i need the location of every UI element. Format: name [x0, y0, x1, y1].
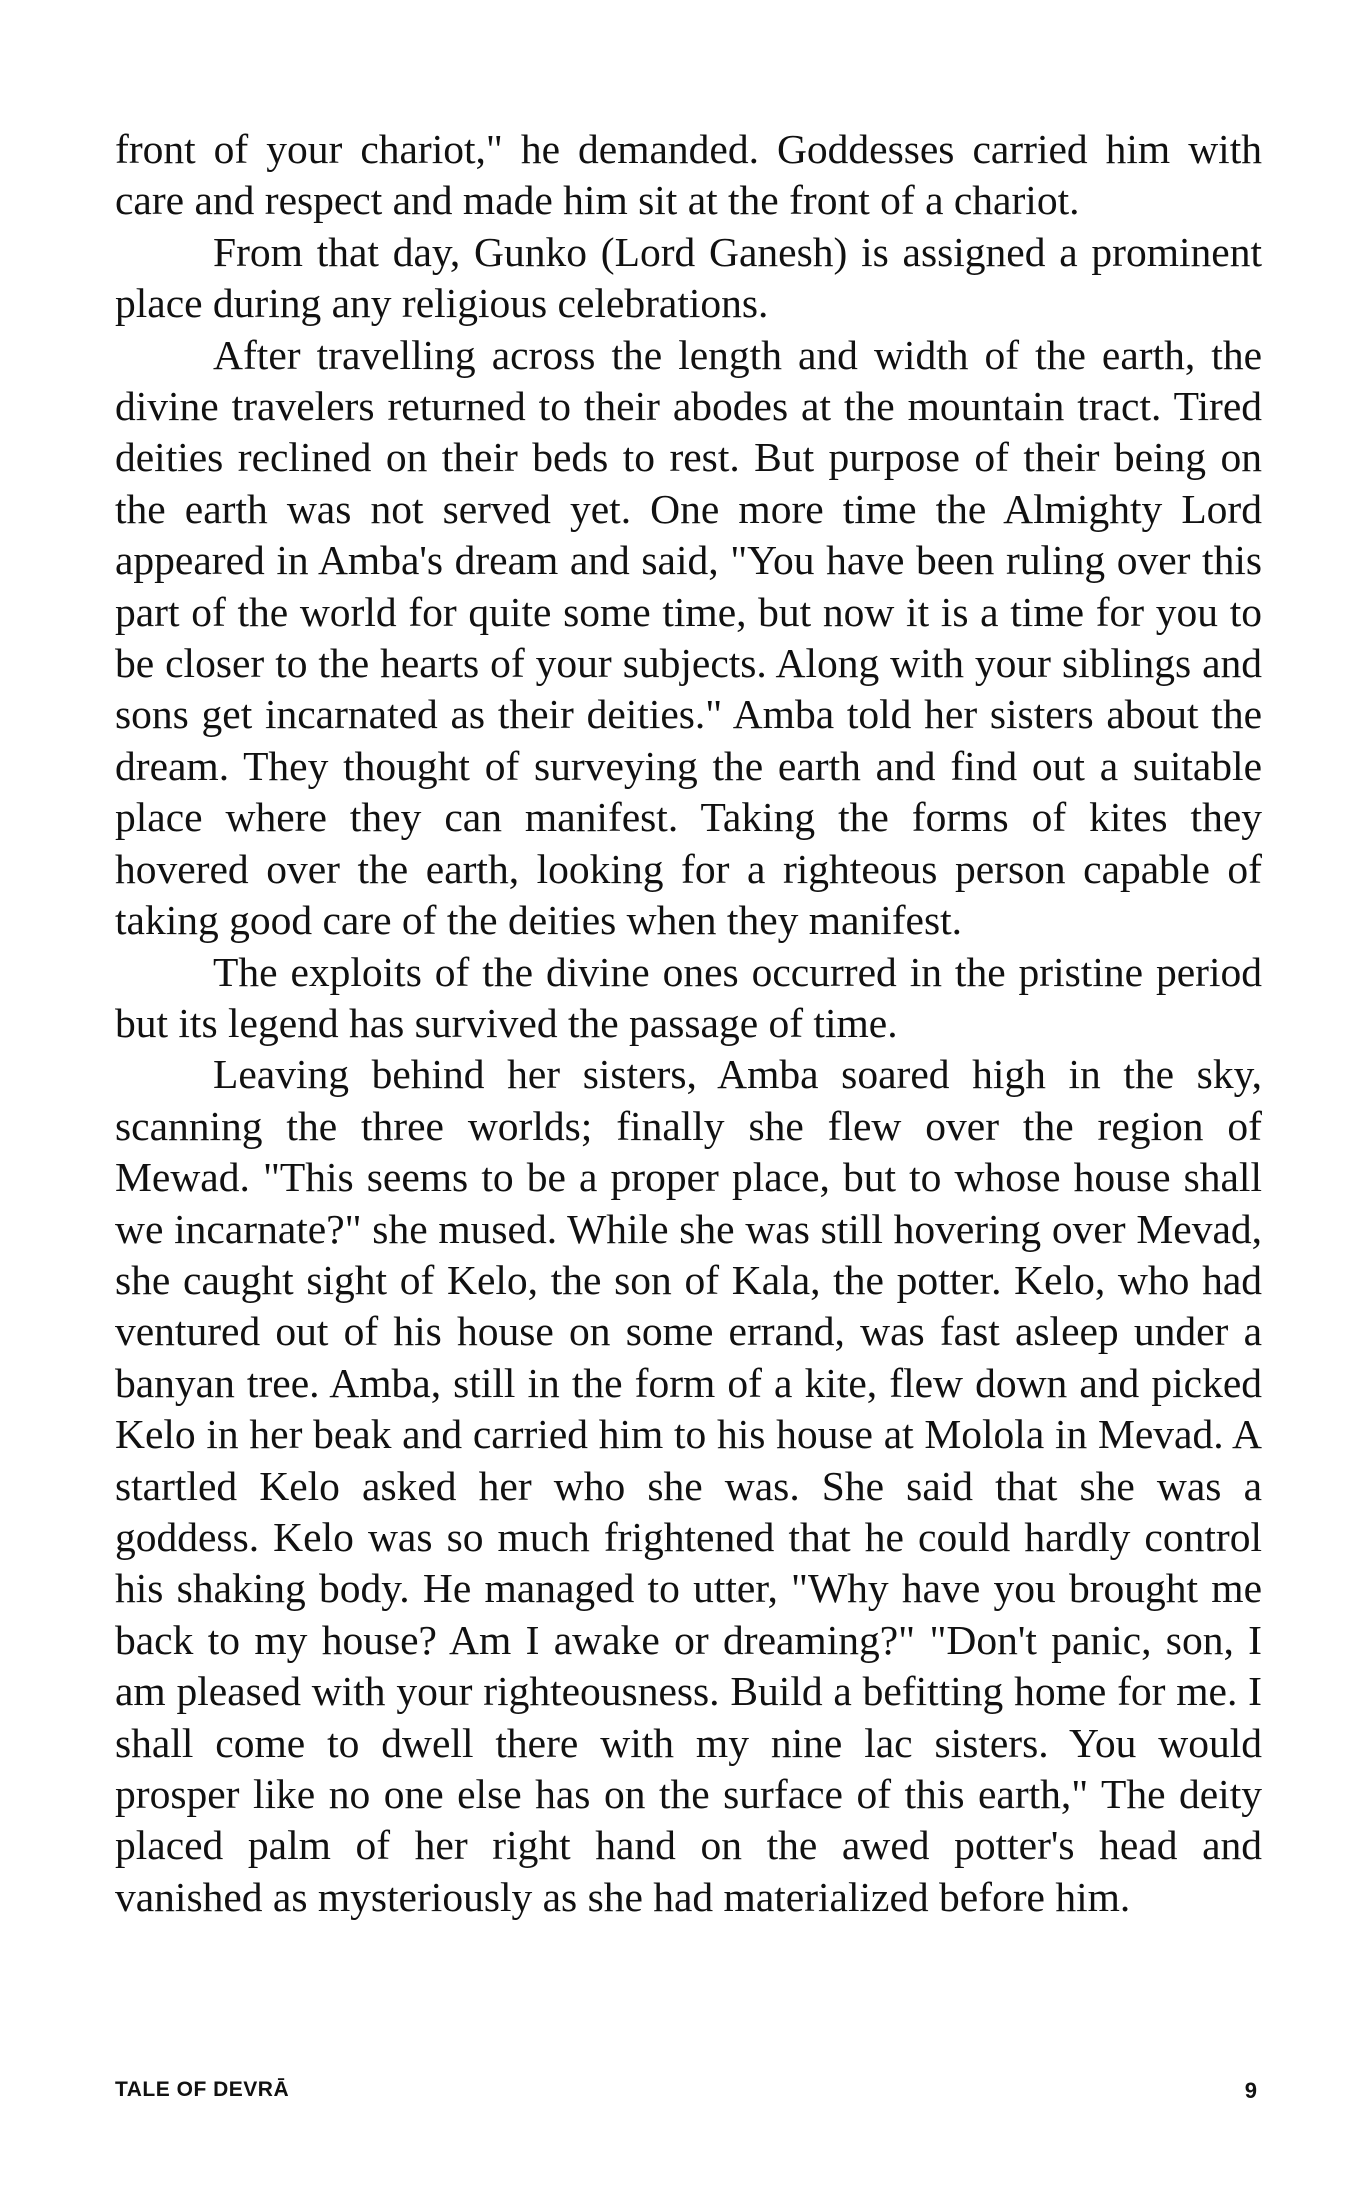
paragraph-amba-kelo: Leaving behind her sisters, Amba soared high in the sky, scanning the three worlds; finally she flew over the region of Mewad. "This seems to be a proper place, but to whose house shall we incarnate?" she mused. While she was still hovering over Mevad, she caught sight of Kelo, the son of Kala, the potter. Kelo, who had ventured out of his house on some errand, was fast asleep under a banyan tree. Amba, still in the form of a kite, flew down and picked Kelo in her beak and carried him to his house at Molola in Mevad. A startled Kelo asked her who she was. She said that she was a goddess. Kelo was so much frightened that he could hardly control his shaking body. He managed to utter, "Why have you brought me back to my house? Am I awake or dreaming?" "Don't panic, son, I am pleased with your righteousness. Build a befitting home for me. I shall come to dwell there with my nine lac sisters. You would prosper like no one else has on the surface of this earth," The deity placed palm of her right hand on the awed potter's head and vanished as mysteriously as she had materialized before him.	[115, 1051, 1262, 1920]
paragraph-gunko: From that day, Gunko (Lord Ganesh) is assigned a prominent place during any religious celebrations.	[115, 228, 1262, 327]
page-number: 9	[1244, 2078, 1257, 2103]
paragraph-exploits: The exploits of the divine ones occurred in the pristine period but its legend has survived the passage of time.	[115, 948, 1262, 1046]
paragraph-continuation: front of your chariot," he demanded. Goddesses carried him with care and respect and made him sit at the front of a chariot.	[115, 126, 1262, 224]
paragraph-divine-travelers: After travelling across the length and width of the earth, the divine travelers returned to their abodes at the mountain tract. Tired deities reclined on their beds to rest. But purpose of their being on the earth was not served yet. One more time the Almighty Lord appeared in Amba's dream and said, "You have been ruling over this part of the world for quite some time, but now it is a time for you to be closer to the hearts of your subjects. Along with your siblings and sons get incarnated as their deities." Amba told her sisters about the dream. They thought of surveying the earth and find out a suitable place where they can manifest. Taking the forms of kites they hovered over the earth, looking for a righteous person capable of taking good care of the deities when they manifest.	[115, 331, 1262, 944]
page-footer	[115, 2078, 1262, 2108]
running-title: TALE OF DEVRĀ	[115, 2078, 290, 2101]
body-text	[115, 124, 1262, 1923]
